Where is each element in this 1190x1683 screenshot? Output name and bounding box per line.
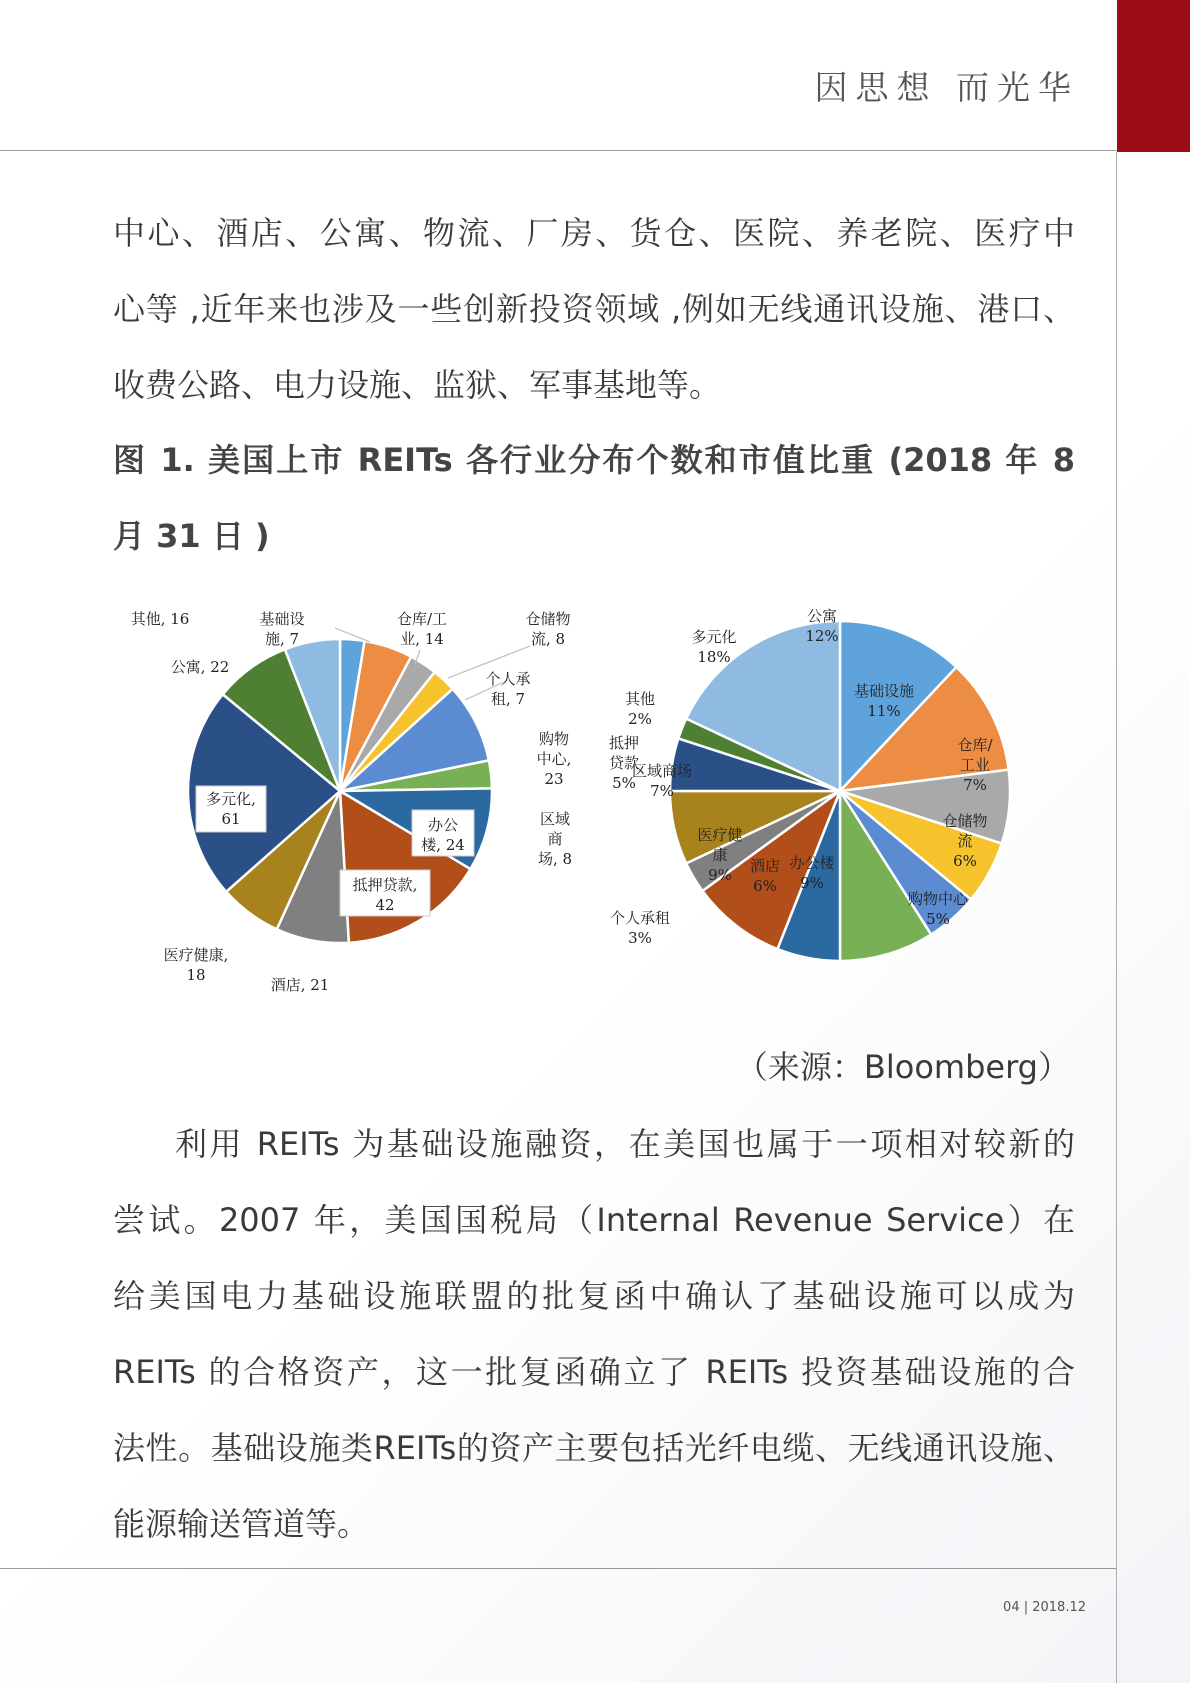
svg-text:办公楼: 办公楼	[789, 854, 835, 872]
pie1-label-12	[131, 610, 190, 628]
svg-text:3%: 3%	[628, 929, 652, 947]
svg-text:抵押贷款,: 抵押贷款,	[352, 876, 418, 894]
svg-text:贷款: 贷款	[608, 754, 640, 772]
svg-text:18: 18	[186, 966, 206, 984]
svg-text:仓储物: 仓储物	[525, 610, 571, 628]
svg-text:流: 流	[957, 832, 973, 850]
figure-title-line-2: 月 31 日 )	[113, 517, 270, 555]
right-margin-rule	[1116, 152, 1117, 1683]
svg-text:基础设施: 基础设施	[853, 682, 915, 700]
svg-text:7%: 7%	[650, 782, 674, 800]
svg-text:工业: 工业	[959, 756, 991, 774]
svg-text:康: 康	[712, 846, 728, 864]
pie1-label-9	[164, 946, 229, 984]
svg-text:公寓: 公寓	[806, 607, 838, 625]
paragraph-1-line-1: 中心、酒店、公寓、物流、厂房、货仓、医院、养老院、医疗中	[113, 214, 1075, 252]
svg-text:业, 14: 业, 14	[400, 630, 444, 648]
svg-text:11%: 11%	[867, 702, 901, 720]
figure-title-line-1: 图 1. 美国上市 REITs 各行业分布个数和市值比重 (2018 年 8	[113, 441, 1075, 479]
svg-text:42: 42	[375, 896, 395, 914]
svg-text:医疗健: 医疗健	[697, 826, 743, 844]
svg-text:酒店: 酒店	[749, 857, 781, 875]
svg-text:6%: 6%	[953, 852, 977, 870]
pie2-label-8	[610, 909, 670, 947]
svg-text:5%: 5%	[612, 774, 636, 792]
svg-text:公寓, 22: 公寓, 22	[170, 658, 230, 676]
svg-text:9%: 9%	[708, 866, 732, 884]
pie1-label-5	[538, 810, 572, 868]
pie2-label-10	[609, 734, 639, 792]
svg-text:施, 7: 施, 7	[264, 630, 300, 648]
paragraph-2-line-1: 利用 REITs 为基础设施融资，在美国也属于一项相对较新的	[175, 1125, 1075, 1163]
footer-divider	[0, 1568, 1117, 1569]
svg-text:个人承租: 个人承租	[609, 909, 671, 927]
header-divider	[0, 150, 1117, 151]
paragraph-1-line-2: 心等 ,近年来也涉及一些创新投资领域 ,例如无线通讯设施、港口、	[113, 290, 1075, 328]
svg-text:购物中心: 购物中心	[907, 890, 969, 908]
svg-text:61: 61	[221, 810, 241, 828]
svg-text:医疗健康,: 医疗健康,	[163, 946, 229, 964]
svg-text:楼, 24: 楼, 24	[421, 836, 465, 854]
svg-text:购物: 购物	[538, 730, 570, 748]
svg-text:场, 8: 场, 8	[537, 850, 573, 868]
pie1-label-4	[537, 730, 572, 788]
svg-text:区域商场: 区域商场	[631, 762, 693, 780]
svg-text:7%: 7%	[963, 776, 987, 794]
svg-text:仓库/: 仓库/	[957, 736, 993, 754]
svg-text:其他, 16: 其他, 16	[130, 610, 190, 628]
pie1-label-11	[171, 658, 230, 676]
pie2-label-12	[691, 628, 736, 666]
pie1-label-8	[271, 976, 330, 994]
svg-text:仓储物: 仓储物	[942, 812, 988, 830]
pie1-label-6	[412, 810, 474, 856]
paragraph-1-line-3: 收费公路、电力设施、监狱、军事基地等。	[113, 366, 722, 404]
header-slogan: 因思想 而光华	[814, 68, 1079, 107]
header-accent-tab	[1117, 0, 1190, 152]
pie1-label-10	[196, 786, 266, 832]
pie1-label-7	[340, 870, 430, 916]
svg-text:多元化: 多元化	[691, 628, 737, 646]
svg-text:仓库/工: 仓库/工	[396, 610, 448, 628]
pie-chart-market-value	[600, 598, 1070, 1028]
page-number: 04 | 2018.12	[1003, 1600, 1086, 1615]
pie2-label-11	[625, 690, 655, 728]
svg-text:6%: 6%	[753, 877, 777, 895]
pie1-label-3	[465, 670, 531, 708]
svg-text:多元化,: 多元化,	[206, 790, 256, 808]
paragraph-2-line-4: REITs 的合格资产，这一批复函确立了 REITs 投资基础设施的合	[113, 1353, 1075, 1391]
svg-text:9%: 9%	[800, 874, 824, 892]
svg-text:区域: 区域	[539, 810, 571, 828]
svg-text:18%: 18%	[697, 648, 731, 666]
svg-text:办公: 办公	[427, 816, 459, 834]
svg-text:个人承: 个人承	[485, 670, 531, 688]
svg-text:基础设: 基础设	[259, 610, 305, 628]
svg-text:2%: 2%	[628, 710, 652, 728]
svg-text:酒店, 21: 酒店, 21	[270, 976, 330, 994]
paragraph-2-line-3: 给美国电力基础设施联盟的批复函中确认了基础设施可以成为	[113, 1277, 1075, 1315]
svg-text:租, 7: 租, 7	[490, 690, 526, 708]
svg-text:12%: 12%	[805, 627, 839, 645]
svg-text:其他: 其他	[624, 690, 656, 708]
svg-text:流, 8: 流, 8	[530, 630, 566, 648]
svg-text:中心,: 中心,	[536, 750, 572, 768]
paragraph-2-line-6: 能源输送管道等。	[113, 1505, 370, 1543]
paragraph-2-line-5: 法性。基础设施类REITs的资产主要包括光纤电缆、无线通讯设施、	[113, 1429, 1075, 1467]
figure-source: （来源：Bloomberg）	[735, 1048, 1070, 1086]
svg-text:商: 商	[547, 830, 563, 848]
svg-text:5%: 5%	[926, 910, 950, 928]
svg-text:抵押: 抵押	[608, 734, 640, 752]
paragraph-2-line-2: 尝试。2007 年，美国国税局（Internal Revenue Service）在	[113, 1201, 1075, 1239]
svg-text:23: 23	[544, 770, 564, 788]
pie1-label-2	[448, 610, 571, 678]
pie-chart-count	[130, 598, 610, 1028]
